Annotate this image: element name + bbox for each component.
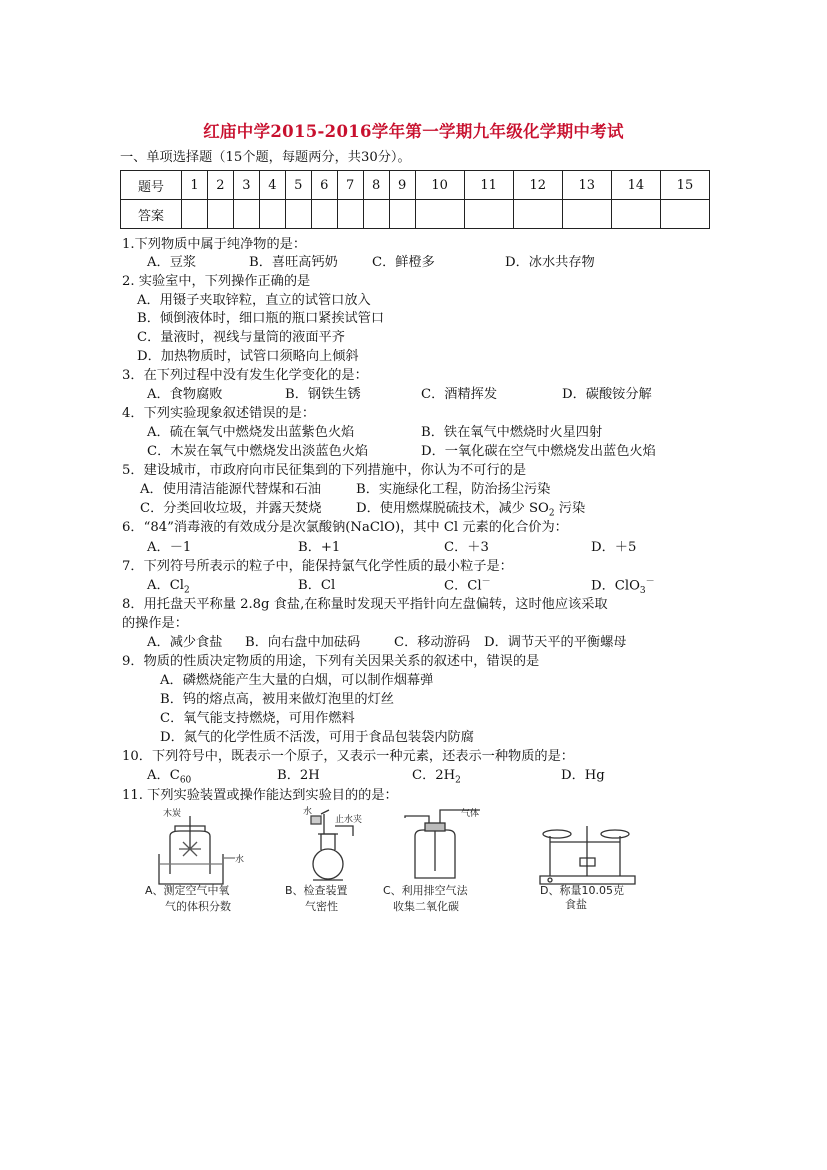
question-2-stem: 2. 实验室中，下列操作正确的是 <box>122 274 311 289</box>
question-8-stem-line2: 的操作是： <box>122 616 188 631</box>
fig-c-label-gas: 气体 <box>461 809 480 819</box>
answer-cell[interactable] <box>660 200 709 229</box>
q2-option-c: C．量液时，视线与量筒的液面平齐 <box>137 330 345 345</box>
answer-cell[interactable] <box>207 200 233 229</box>
q6-option-d: D．＋5 <box>591 540 637 555</box>
q3-option-d: D．碳酸铵分解 <box>562 387 652 402</box>
question-5-stem: 5．建设城市，市政府向市民征集到的下列措施中，你认为不可行的是 <box>122 463 527 478</box>
question-11-stem: 11. 下列实验装置或操作能达到实验目的的是： <box>122 788 398 803</box>
q10-option-d: D．Hg <box>561 768 605 783</box>
table-header-number: 题号 <box>121 171 182 200</box>
q4-option-a: A．硫在氧气中燃烧发出蓝紫色火焰 <box>147 425 355 440</box>
answer-cell[interactable] <box>415 200 464 229</box>
table-row-answers <box>121 200 710 229</box>
table-cell: 6 <box>311 171 337 200</box>
q7-option-c: C．Cl－ <box>444 577 491 594</box>
q10-option-c: C．$2H_2$ <box>412 768 461 786</box>
table-cell: 7 <box>337 171 363 200</box>
q6-option-a: A．－1 <box>147 540 192 555</box>
q8-option-c: C．移动游码 <box>394 635 471 650</box>
table-cell: 2 <box>207 171 233 200</box>
table-cell: 8 <box>363 171 389 200</box>
fig-c-caption-line1: C、利用排空气法 <box>383 884 468 897</box>
q5-option-c: C．分类回收垃圾，并露天焚烧 <box>140 501 322 516</box>
q1-option-a: A．豆浆 <box>147 255 197 270</box>
answer-cell[interactable] <box>182 200 208 229</box>
fig-b-label-water: 水 <box>303 807 313 817</box>
table-cell: 11 <box>464 171 513 200</box>
q7-option-d: D．ClO$_3$－ <box>591 577 655 597</box>
q5-option-d: D．使用燃煤脱硫技术，减少 $SO_2$ 污染 <box>356 501 586 519</box>
exam-title: 红庙中学2015-2016学年第一学期九年级化学期中考试 <box>203 122 624 141</box>
table-cell: 10 <box>415 171 464 200</box>
q3-option-a: A．食物腐败 <box>147 387 223 402</box>
q5-option-a: A．使用清洁能源代替煤和石油 <box>140 482 321 497</box>
q1-option-d: D．冰水共存物 <box>505 255 595 270</box>
answer-cell[interactable] <box>363 200 389 229</box>
q2-option-a: A．用镊子夹取锌粒，直立的试管口放入 <box>137 293 371 308</box>
fig-d-caption-line2: 食盐 <box>565 898 587 911</box>
answer-table <box>120 170 710 229</box>
table-cell: 13 <box>562 171 611 200</box>
table-cell: 15 <box>660 171 709 200</box>
q7-option-b: B．Cl <box>298 578 336 593</box>
answer-cell[interactable] <box>337 200 363 229</box>
answer-cell[interactable] <box>513 200 562 229</box>
fig-d-caption-line1: D、称量10.05克 <box>540 884 624 897</box>
q1-option-c: C．鲜橙多 <box>372 255 435 270</box>
q1-option-b: B．喜旺高钙奶 <box>249 255 338 270</box>
q4-option-c: C．木炭在氧气中燃烧发出淡蓝色火焰 <box>147 444 369 459</box>
table-row-numbers <box>121 171 710 200</box>
table-header-answer: 答案 <box>121 200 182 229</box>
answer-cell[interactable] <box>464 200 513 229</box>
q9-option-d: D．氮气的化学性质不活泼，可用于食品包装袋内防腐 <box>160 730 474 745</box>
q2-option-b: B．倾倒液体时，细口瓶的瓶口紧挨试管口 <box>137 311 385 326</box>
q3-option-b: B．钢铁生锈 <box>285 387 361 402</box>
q8-option-b: B．向右盘中加砝码 <box>245 635 361 650</box>
question-1-stem: 1.下列物质中属于纯净物的是： <box>122 237 307 252</box>
fig-a-bell-jar-icon <box>159 816 235 884</box>
q10-option-a: A．$C_{60}$ <box>147 768 192 786</box>
answer-cell[interactable] <box>259 200 285 229</box>
q9-option-a: A．磷燃烧能产生大量的白烟，可以制作烟幕弹 <box>160 673 434 688</box>
fig-b-caption-line1: B、检查装置 <box>285 884 348 897</box>
question-10-stem: 10．下列符号中，既表示一个原子，又表示一种元素，还表示一种物质的是： <box>122 749 574 764</box>
fig-b-label-clamp: 止水夹 <box>335 815 363 825</box>
answer-cell[interactable] <box>389 200 415 229</box>
answer-cell[interactable] <box>311 200 337 229</box>
fig-a-label-charcoal: 木炭 <box>163 809 182 819</box>
fig-a-label-water: 水 <box>235 855 245 865</box>
question-3-stem: 3．在下列过程中没有发生化学变化的是： <box>122 368 368 383</box>
answer-cell[interactable] <box>562 200 611 229</box>
q5-option-b: B．实施绿化工程，防治扬尘污染 <box>356 482 551 497</box>
table-cell: 4 <box>259 171 285 200</box>
fig-c-gas-bottle-icon <box>405 810 480 878</box>
q2-option-d: D．加热物质时，试管口须略向上倾斜 <box>137 349 359 364</box>
question-8-stem-line1: 8．用托盘天平称量 2.8g 食盐,在称量时发现天平指针向左盘偏转，这时他应该采取 <box>122 597 608 612</box>
answer-cell[interactable] <box>233 200 259 229</box>
q4-option-d: D．一氧化碳在空气中燃烧发出蓝色火焰 <box>421 444 656 459</box>
table-cell: 3 <box>233 171 259 200</box>
q6-option-b: B．+1 <box>298 540 341 555</box>
fig-d-balance-icon <box>540 826 635 884</box>
table-cell: 9 <box>389 171 415 200</box>
q9-option-c: C．氧气能支持燃烧，可用作燃料 <box>160 711 355 726</box>
q11-figures <box>135 806 665 916</box>
fig-c-caption-line2: 收集二氧化碳 <box>393 900 459 913</box>
fig-a-caption-line1: A、测定空气中氧 <box>145 884 230 897</box>
question-7-stem: 7．下列符号所表示的粒子中，能保持氯气化学性质的最小粒子是： <box>122 559 513 574</box>
question-9-stem: 9．物质的性质决定物质的用途，下列有关因果关系的叙述中，错误的是 <box>122 654 540 669</box>
q9-option-b: B．钨的熔点高，被用来做灯泡里的灯丝 <box>160 692 394 707</box>
section-heading: 一、单项选择题（15个题，每题两分，共30分）。 <box>120 150 411 165</box>
fig-b-caption-line2: 气密性 <box>305 900 338 913</box>
q10-option-b: B．2H <box>277 768 320 783</box>
q6-option-c: C．＋3 <box>444 540 489 555</box>
question-4-stem: 4．下列实验现象叙述错误的是： <box>122 406 316 421</box>
answer-cell[interactable] <box>611 200 660 229</box>
q8-option-a: A．减少食盐 <box>147 635 223 650</box>
q7-option-a: A．$Cl_2$ <box>147 578 190 596</box>
question-6-stem: 6．“84”消毒液的有效成分是次氯酸钠(NaClO)，其中 Cl 元素的化合价为： <box>122 520 568 535</box>
table-cell: 1 <box>182 171 208 200</box>
fig-a-caption-line2: 气的体积分数 <box>165 900 231 913</box>
q8-option-d: D．调节天平的平衡螺母 <box>484 635 627 650</box>
table-cell: 14 <box>611 171 660 200</box>
table-cell: 5 <box>285 171 311 200</box>
q3-option-c: C．酒精挥发 <box>421 387 498 402</box>
answer-cell[interactable] <box>285 200 311 229</box>
table-cell: 12 <box>513 171 562 200</box>
q4-option-b: B．铁在氧气中燃烧时火星四射 <box>421 425 603 440</box>
